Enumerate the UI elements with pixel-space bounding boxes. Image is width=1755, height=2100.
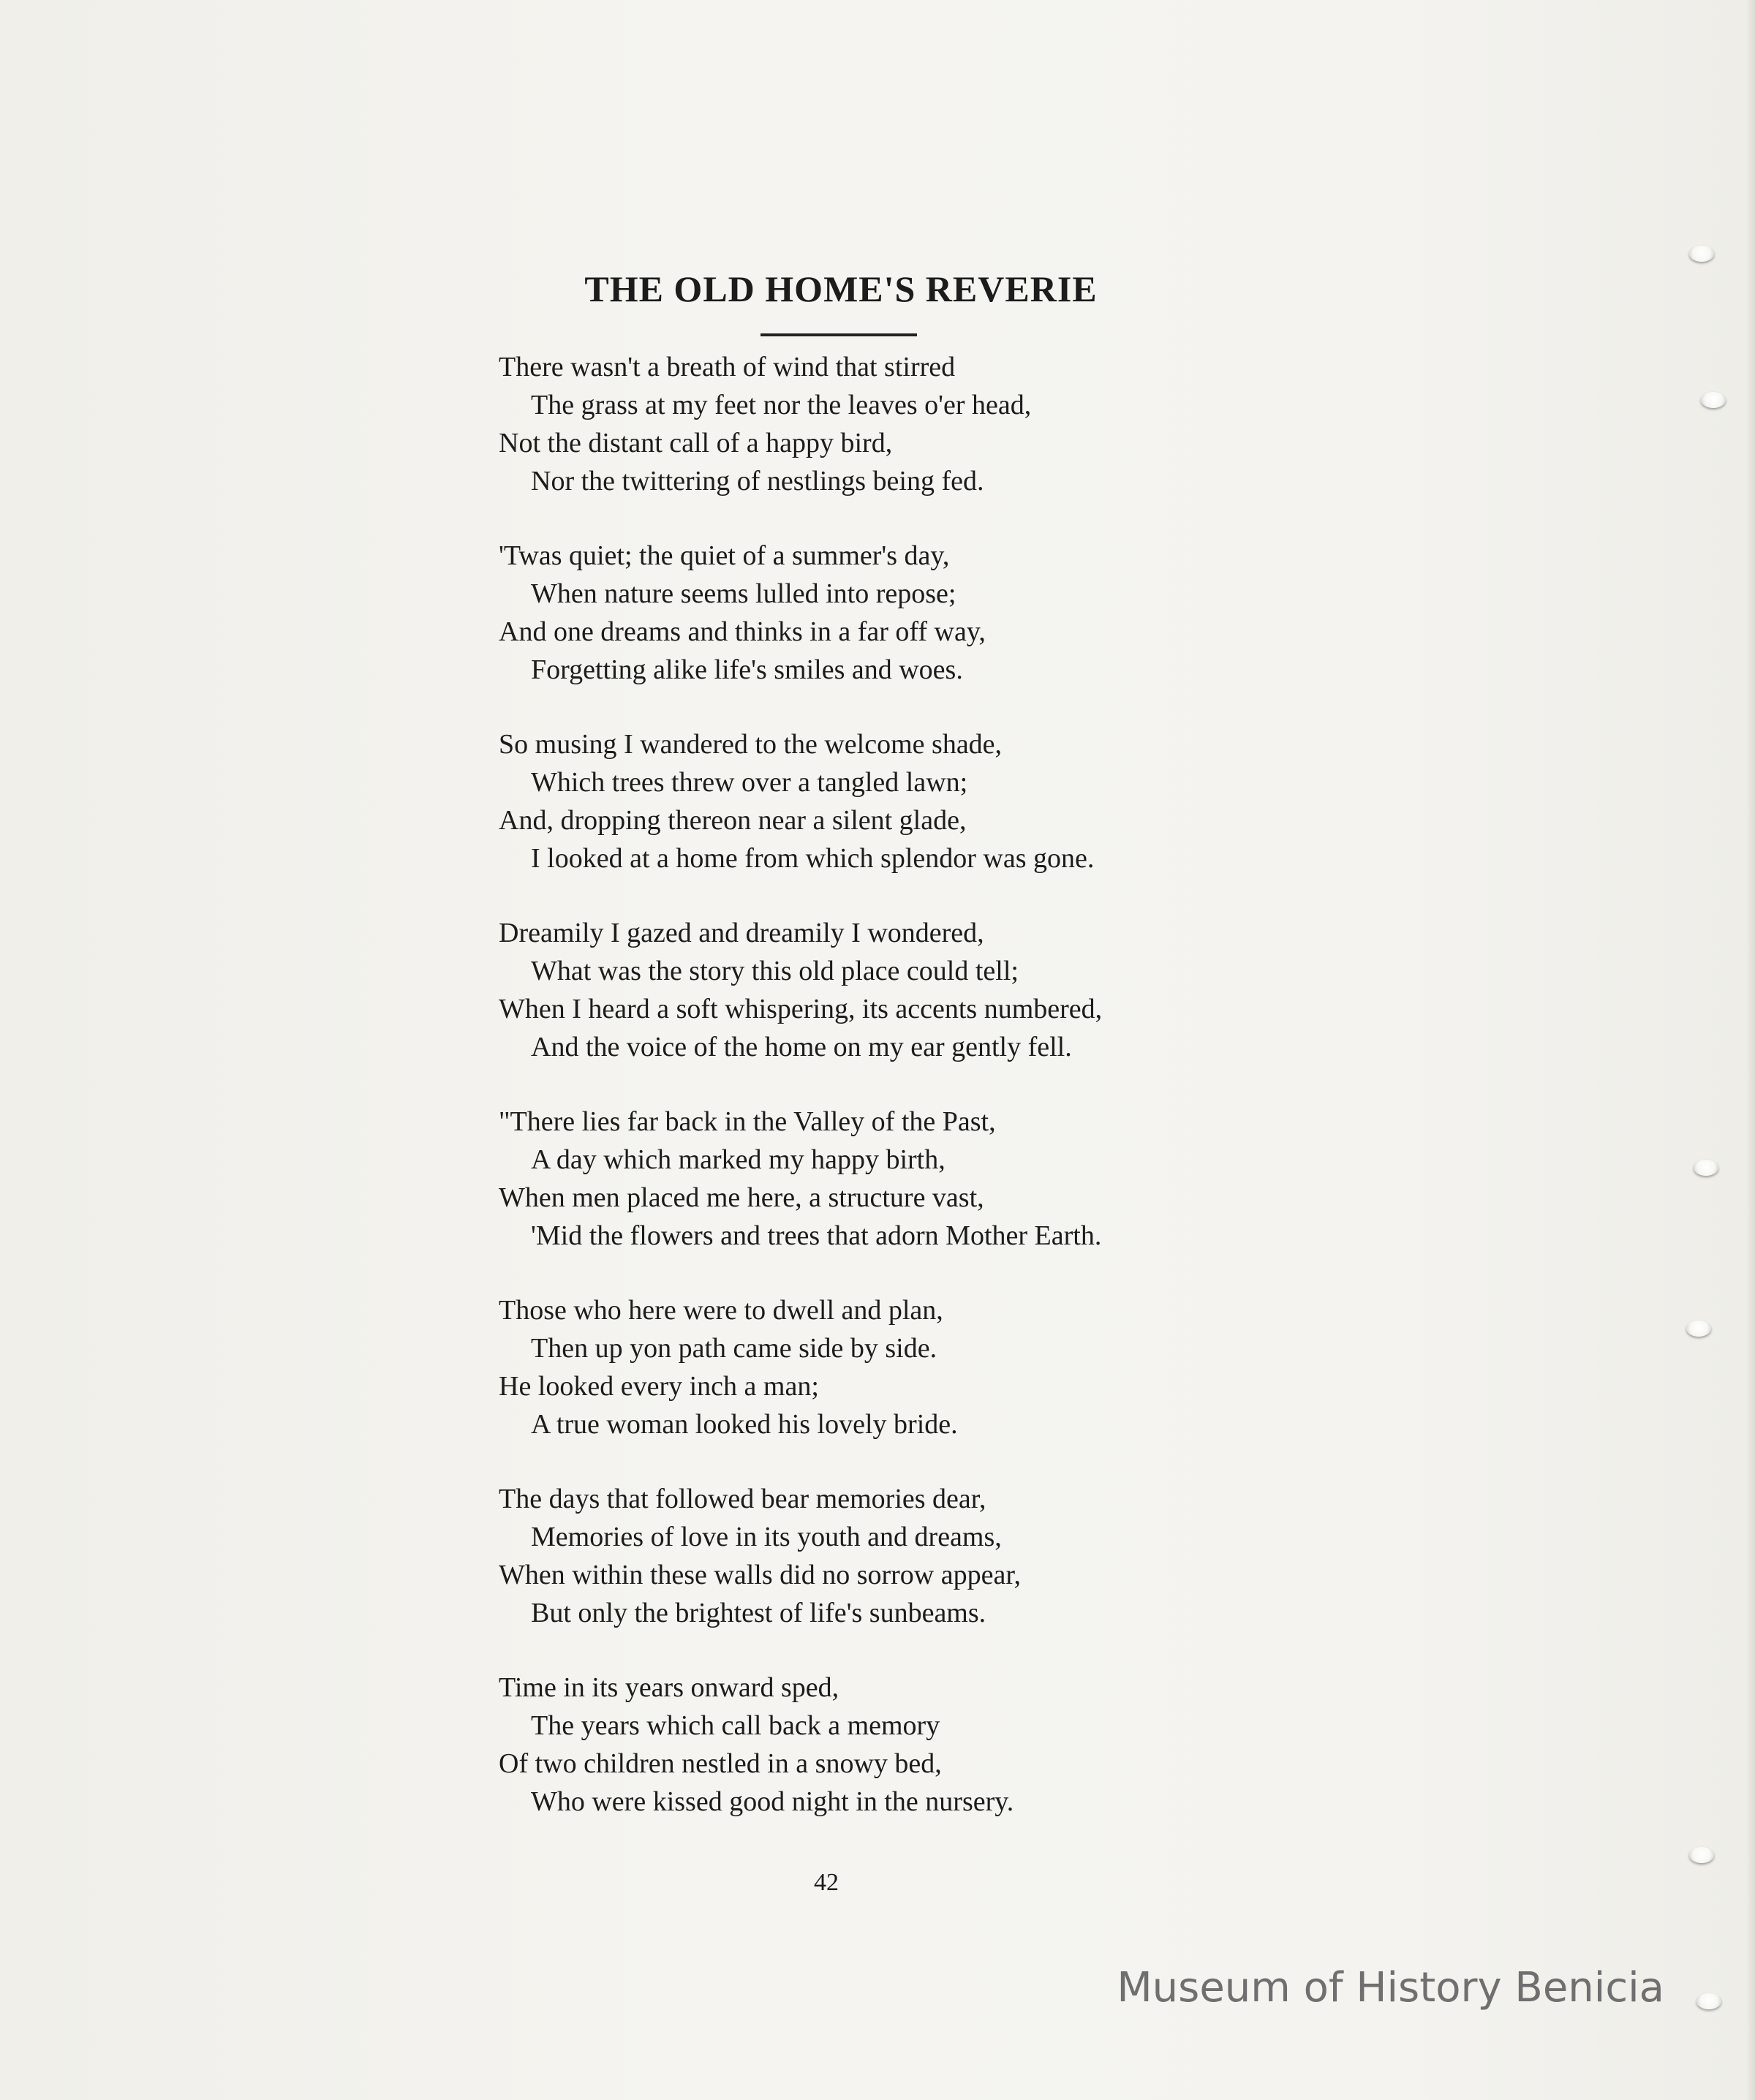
poem-line: "There lies far back in the Valley of the Past, bbox=[499, 1106, 996, 1137]
poem-line: The grass at my feet nor the leaves o'er head, bbox=[531, 390, 1032, 420]
stanza bbox=[499, 1669, 1318, 1821]
binding-hole-mark bbox=[1696, 1993, 1721, 2009]
poem-line: So musing I wandered to the welcome shade, bbox=[499, 729, 1003, 760]
stanza bbox=[499, 1291, 1318, 1443]
poem-line: Those who here were to dwell and plan, bbox=[499, 1295, 943, 1326]
poem-line: When within these walls did no sorrow appear, bbox=[499, 1560, 1021, 1590]
title-underline-rule bbox=[760, 333, 917, 336]
poem-line: A true woman looked his lovely bride. bbox=[531, 1409, 958, 1440]
binding-hole-mark bbox=[1689, 246, 1714, 262]
poem-line: Not the distant call of a happy bird, bbox=[499, 428, 893, 458]
poem-line: A day which marked my happy birth, bbox=[531, 1144, 946, 1175]
poem-line: Nor the twittering of nestlings being fed. bbox=[531, 466, 984, 496]
poem-line: Then up yon path came side by side. bbox=[531, 1333, 937, 1364]
binding-hole-mark bbox=[1686, 1321, 1711, 1337]
stanza bbox=[499, 1480, 1318, 1632]
poem-line: What was the story this old place could tell; bbox=[531, 956, 1019, 986]
page-edge-shadow bbox=[1746, 0, 1755, 2100]
stanza bbox=[499, 1103, 1318, 1255]
poem-line: Time in its years onward sped, bbox=[499, 1672, 839, 1703]
poem-line: He looked every inch a man; bbox=[499, 1371, 819, 1402]
poem-line: Forgetting alike life's smiles and woes. bbox=[531, 654, 963, 685]
poem-line: Memories of love in its youth and dreams, bbox=[531, 1522, 1002, 1552]
poem-line: When men placed me here, a structure vast, bbox=[499, 1182, 984, 1213]
poem-line: Of two children nestled in a snowy bed, bbox=[499, 1748, 942, 1779]
poem-body bbox=[499, 348, 1318, 1857]
binding-hole-mark bbox=[1694, 1160, 1718, 1176]
binding-hole-mark bbox=[1689, 1847, 1714, 1863]
page-number: 42 bbox=[814, 1869, 839, 1896]
poem-line: The years which call back a memory bbox=[531, 1710, 940, 1741]
poem-line: And one dreams and thinks in a far off way, bbox=[499, 616, 986, 647]
poem-line: There wasn't a breath of wind that stirred bbox=[499, 352, 956, 382]
poem-line: 'Mid the flowers and trees that adorn Mother Earth. bbox=[531, 1220, 1102, 1251]
stanza bbox=[499, 725, 1318, 877]
poem-line: And, dropping thereon near a silent glade, bbox=[499, 805, 967, 836]
poem-line: And the voice of the home on my ear gently fell. bbox=[531, 1032, 1072, 1062]
poem-line: But only the brightest of life's sunbeams. bbox=[531, 1598, 986, 1628]
poem-line: I looked at a home from which splendor was gone. bbox=[531, 843, 1095, 874]
museum-watermark: Museum of History Benicia bbox=[1117, 1964, 1664, 2012]
poem-line: 'Twas quiet; the quiet of a summer's day, bbox=[499, 540, 950, 571]
binding-hole-mark bbox=[1701, 392, 1726, 408]
poem-line: When nature seems lulled into repose; bbox=[531, 578, 956, 609]
stanza bbox=[499, 348, 1318, 500]
poem-line: The days that followed bear memories dear, bbox=[499, 1484, 986, 1514]
poem-line: Dreamily I gazed and dreamily I wondered, bbox=[499, 918, 984, 948]
poem-line: Who were kissed good night in the nursery. bbox=[531, 1786, 1014, 1817]
stanza bbox=[499, 537, 1318, 689]
poem-line: When I heard a soft whispering, its accents numbered, bbox=[499, 994, 1103, 1024]
poem-line: Which trees threw over a tangled lawn; bbox=[531, 767, 968, 798]
poem-title: THE OLD HOME'S REVERIE bbox=[584, 268, 1098, 309]
stanza bbox=[499, 914, 1318, 1066]
